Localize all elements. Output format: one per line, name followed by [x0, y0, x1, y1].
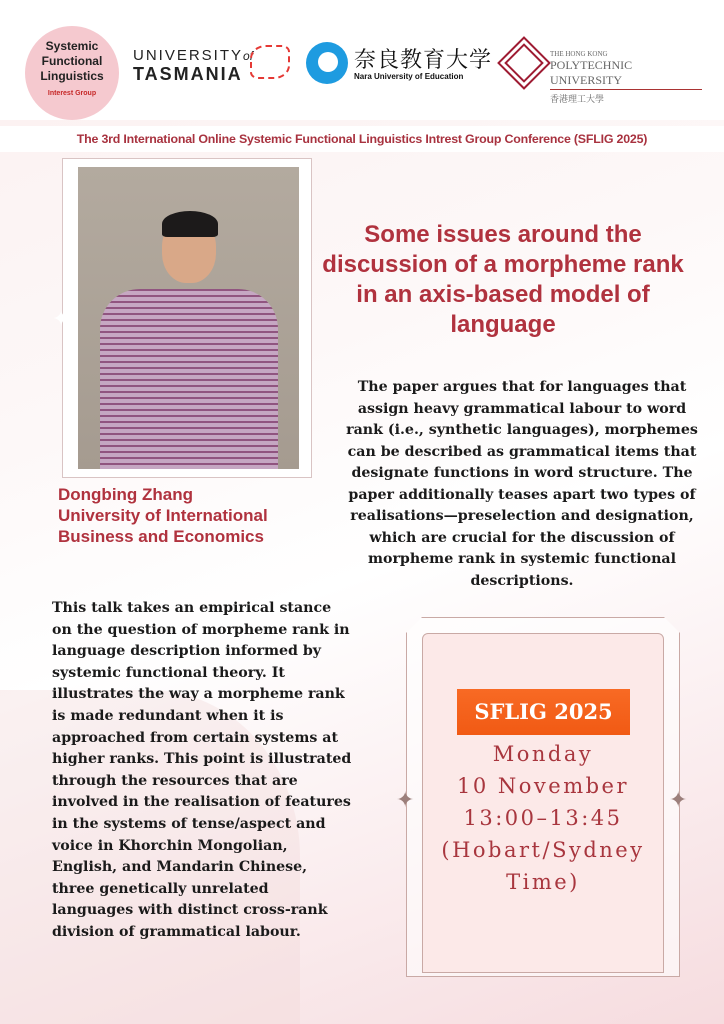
polyu-logo	[550, 50, 710, 105]
nara-emblem-icon	[306, 42, 348, 84]
sfl-interest-group-logo	[25, 26, 119, 120]
logo-text: 奈良教育大学	[354, 47, 493, 72]
lion-icon	[250, 45, 290, 79]
speaker-affiliation: University of International Business and Economics	[58, 506, 268, 546]
talk-description: This talk takes an empirical stance on the question of morpheme rank in language description informed by systemic functional theory. It illustrates the way a morpheme rank is made redundant when it is approached from certain systems at higher ranks. This point is illustrated through the resources that are involved in the realisation of features in the systems of tense/aspect and voice in Khorchin Mongolian, English, and Mandarin Chinese, three genetically unrelated languages with distinct cross-rank division of grammatical labour.	[52, 600, 352, 940]
schedule-timezone: Time)	[506, 870, 580, 894]
logo-text: UNIVERSITY	[133, 47, 244, 64]
schedule-datetime	[422, 738, 664, 898]
sparkle-icon: ✦	[52, 306, 71, 331]
logo-text: 香港理工大學	[550, 94, 605, 104]
logo-text: TASMANIA	[133, 64, 243, 84]
sparkle-icon: ✦	[396, 787, 415, 812]
schedule-day: Monday	[492, 742, 594, 766]
talk-title: Some issues around the discussion of a morpheme rank in an axis-based model of language	[322, 221, 684, 338]
logo-text: Systemic	[45, 39, 99, 53]
schedule-time: 13:00–13:45	[463, 806, 623, 830]
logo-text: Nara University of Education	[354, 72, 464, 81]
conference-title: The 3rd International Online Systemic Functional Linguistics Intrest Group Conference (SFLIG 2025)	[0, 126, 724, 152]
logo-subtext: Interest Group	[47, 90, 97, 97]
logo-text: of	[243, 49, 254, 63]
speaker-name: Dongbing Zhang	[58, 485, 194, 504]
polyu-emblem-icon	[497, 36, 551, 90]
speaker-info	[58, 484, 338, 547]
speaker-photo	[78, 167, 299, 469]
logo-text: THE HONG KONG	[550, 50, 608, 58]
logo-text: Functional	[41, 54, 103, 68]
university-of-tasmania-logo	[133, 47, 253, 85]
abstract: The paper argues that for languages that assign heavy grammatical labour to word rank (i.e., synthetic languages), morphemes can be described as grammatical items that designate functions in word structure. The paper additionally teases apart two types of realisations—preselection and designation, which are crucial for the discussion of morpheme rank in systemic functional descriptions.	[346, 379, 698, 589]
logo-text: POLYTECHNIC UNIVERSITY	[550, 58, 702, 90]
nara-university-logo	[354, 48, 492, 81]
sparkle-icon: ✦	[669, 787, 688, 812]
event-badge: SFLIG 2025	[457, 689, 630, 735]
schedule-date: 10 November	[456, 774, 630, 798]
logo-text: Linguistics	[40, 69, 104, 83]
schedule-timezone: (Hobart/Sydney	[441, 838, 645, 862]
logo-header	[0, 0, 724, 120]
